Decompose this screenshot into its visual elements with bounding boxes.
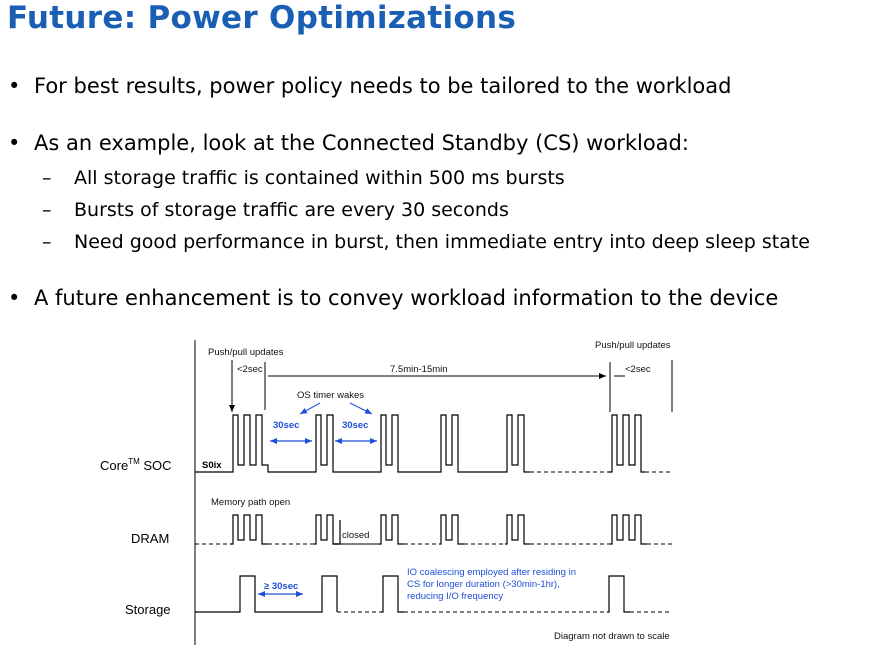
bullet-dot: •	[8, 74, 21, 98]
footnote-label: Diagram not drawn to scale	[554, 631, 670, 642]
io-note-line-2: CS for longer duration (>30min-1hr),	[407, 579, 560, 590]
dram-waveform-6	[610, 515, 647, 544]
os-timer-arrow-left	[300, 403, 320, 414]
os-timer-label: OS timer wakes	[297, 390, 365, 401]
subbullet-text: All storage traffic is contained within 500 ms bursts	[74, 167, 565, 189]
dram-waveform-3	[379, 515, 404, 544]
io-note-line-3: reducing I/O frequency	[407, 591, 504, 602]
dram-waveform-2	[314, 515, 340, 544]
bullet-dot: •	[8, 131, 21, 155]
os-timer-arrow-right	[350, 403, 372, 414]
row-label-storage: Storage	[125, 602, 171, 617]
page-title: Future: Power Optimizations	[7, 0, 517, 36]
subbullet-text: Need good performance in burst, then immediate entry into deep sleep state	[74, 231, 810, 253]
ge30sec-label: ≥ 30sec	[264, 581, 299, 592]
bullet-text: A future enhancement is to convey workload information to the device	[34, 286, 779, 310]
interval-label: 7.5min-15min	[390, 364, 448, 375]
dram-closed-step	[333, 520, 340, 544]
sec30-label-b: 30sec	[342, 420, 369, 431]
subbullet-dash: –	[42, 167, 52, 189]
core-soc-waveform-end	[608, 415, 645, 472]
sec30-label-a: 30sec	[273, 420, 300, 431]
s0ix-label: S0ix	[202, 460, 222, 471]
subbullet-dash: –	[42, 199, 52, 221]
lt2sec-right-label: <2sec	[625, 364, 651, 375]
io-note-line-1: IO coalescing employed after residing in	[407, 567, 576, 578]
row-label-core-soc: Core™ SOC	[100, 457, 172, 473]
dram-waveform-5	[505, 515, 530, 544]
push-pull-left-label: Push/pull updates	[208, 347, 284, 358]
subbullet-dash: –	[42, 231, 52, 253]
storage-waveform-3	[607, 576, 630, 612]
bullet-text: For best results, power policy needs to be tailored to the workload	[34, 74, 732, 98]
bullet-text: As an example, look at the Connected Standby (CS) workload:	[34, 131, 689, 155]
dram-waveform	[230, 515, 268, 544]
lt2sec-left-label: <2sec	[237, 364, 263, 375]
push-pull-right-label: Push/pull updates	[595, 340, 671, 351]
dram-waveform-4	[439, 515, 464, 544]
subbullet-text: Bursts of storage traffic are every 30 seconds	[74, 199, 509, 221]
memory-path-label: Memory path open	[211, 497, 291, 508]
row-label-dram: DRAM	[131, 531, 170, 546]
storage-waveform-2	[381, 576, 404, 612]
bullet-dot: •	[8, 286, 21, 310]
dram-closed-label: closed	[342, 530, 370, 541]
